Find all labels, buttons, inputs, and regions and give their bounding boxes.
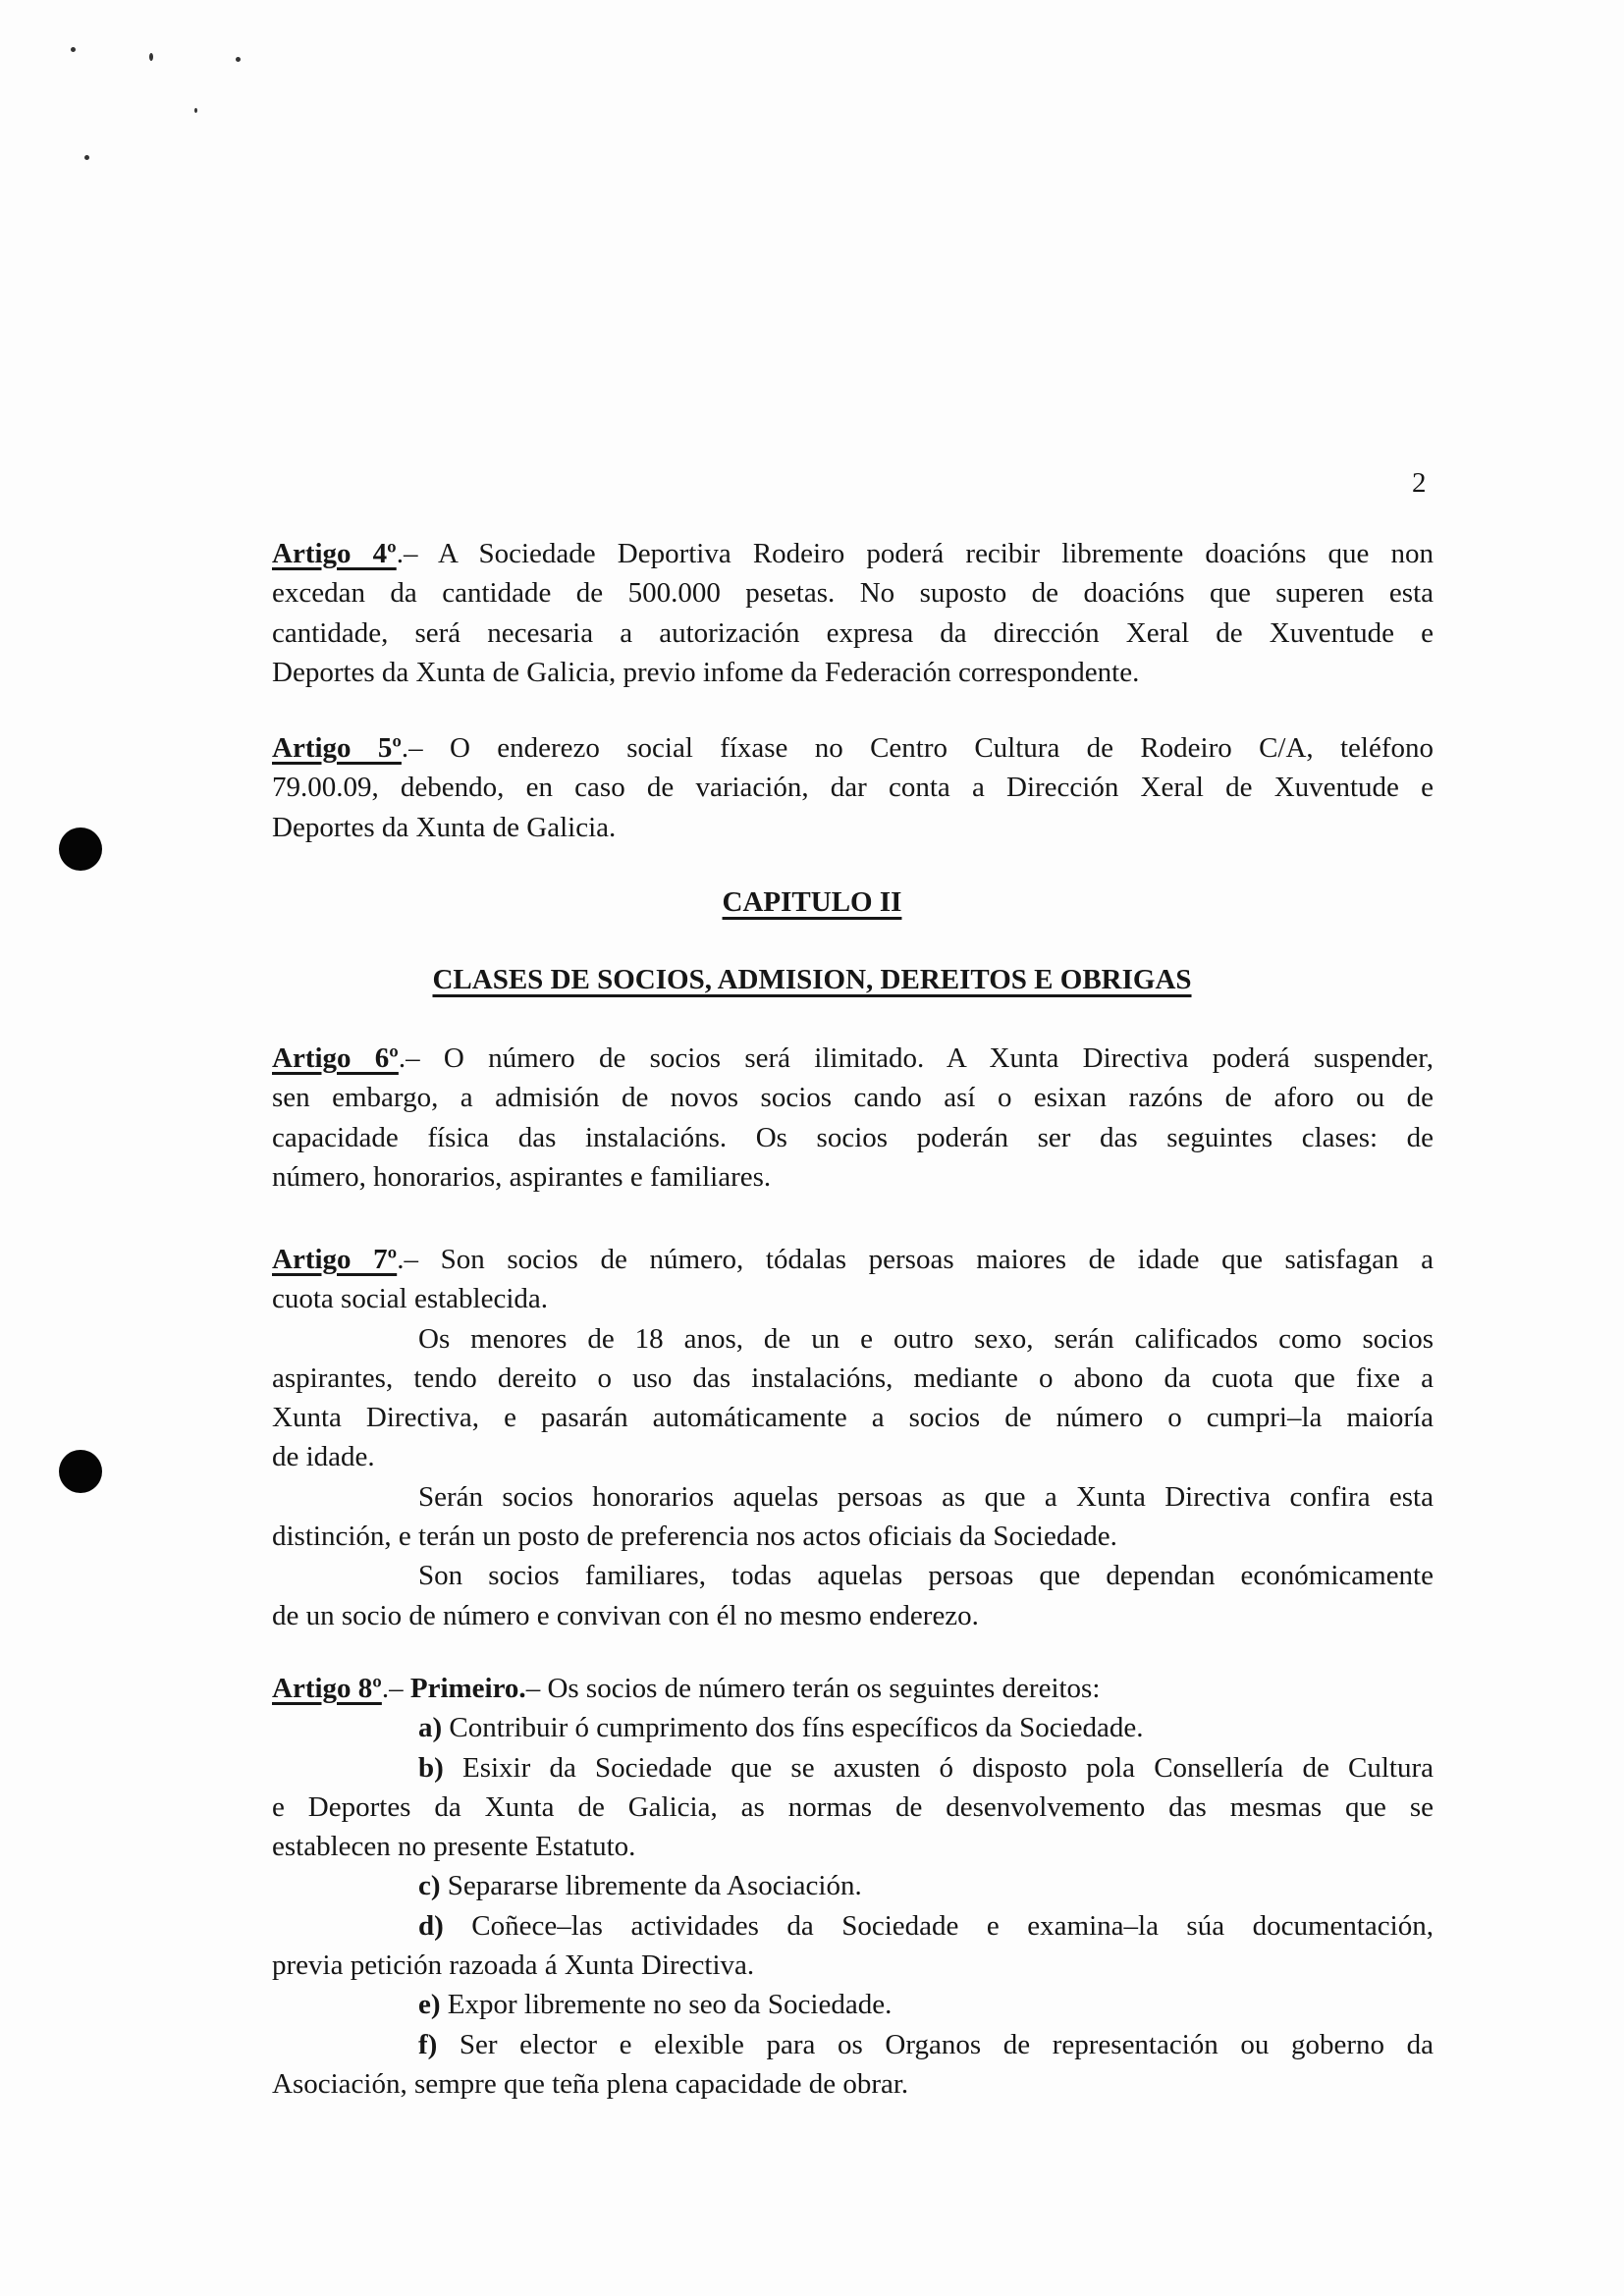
text-line bbox=[272, 1118, 1434, 1157]
item-marker: Primeiro. bbox=[409, 1673, 526, 1704]
text-line bbox=[272, 1748, 1434, 1788]
article-separator: .– bbox=[401, 732, 450, 764]
line-text: Deportes da Xunta de Galicia. bbox=[272, 811, 617, 843]
text-line bbox=[272, 653, 1434, 692]
text-line bbox=[272, 1240, 1434, 1279]
line-text: Serán socios honorarios aquelas persoas as que a Xunta Directiva confira esta bbox=[418, 1480, 1434, 1513]
item-marker: b) bbox=[418, 1751, 444, 1784]
page-number: 2 bbox=[1412, 467, 1427, 499]
item-marker: f) bbox=[418, 2028, 438, 2060]
line-text: excedan da cantidade de 500.000 pesetas. No suposto de doacións que superen esta bbox=[272, 577, 1434, 610]
text-line bbox=[272, 1398, 1434, 1437]
text-line bbox=[272, 1039, 1434, 1078]
text-line bbox=[272, 1517, 1434, 1556]
text-line bbox=[272, 1359, 1434, 1398]
scan-speck bbox=[194, 108, 197, 113]
line-text: Deportes da Xunta de Galicia, previo infome da Federación correspondente. bbox=[272, 656, 1140, 688]
article-label: Artigo 7º bbox=[272, 1244, 398, 1275]
text-line bbox=[272, 1279, 1434, 1318]
text-line bbox=[272, 808, 1434, 847]
line-text: Asociación, sempre que teña plena capacidade de obrar. bbox=[272, 2067, 909, 2100]
text-line bbox=[272, 728, 1434, 768]
text-line bbox=[272, 1946, 1434, 1985]
text-line bbox=[272, 573, 1434, 613]
line-text: Son socios familiares, todas aquelas persoas que dependan económicamente bbox=[418, 1560, 1434, 1592]
line-text: Xunta Directiva, e pasarán automáticamente a socios de número o cumpri–la maioría bbox=[272, 1402, 1434, 1434]
line-text: Expor libremente no seo da Sociedade. bbox=[440, 1989, 893, 2021]
chapter-title: CLASES DE SOCIOS, ADMISION, DEREITOS E OBRIGAS bbox=[432, 964, 1192, 995]
line-text: capacidade física das instalacións. Os socios poderán ser das seguintes clases: de bbox=[272, 1121, 1434, 1153]
article-separator: .– bbox=[398, 1042, 444, 1074]
scan-speck bbox=[71, 47, 76, 52]
line-text: aspirantes, tendo dereito o uso das instalacións, mediante o abono da cuota que fixe a bbox=[272, 1362, 1434, 1394]
text-line bbox=[272, 768, 1434, 807]
text-line bbox=[272, 1596, 1434, 1635]
scan-speck bbox=[84, 155, 89, 160]
line-text: número, honorarios, aspirantes e familiares. bbox=[272, 1160, 772, 1193]
item-marker: d) bbox=[418, 1909, 444, 1942]
line-text: e Deportes da Xunta de Galicia, as normas de desenvolvemento das mesmas que se bbox=[272, 1790, 1434, 1823]
scan-speck bbox=[236, 57, 241, 62]
line-text: Esixir da Sociedade que se axusten ó disposto pola Consellería de Cultura bbox=[443, 1751, 1434, 1784]
article-label: Artigo 5º bbox=[272, 732, 402, 764]
line-text: de idade. bbox=[272, 1441, 375, 1473]
line-text: cuota social establecida. bbox=[272, 1283, 549, 1315]
text-line bbox=[272, 2025, 1434, 2064]
text-line bbox=[272, 534, 1434, 573]
article-separator: .– bbox=[381, 1673, 410, 1704]
article-separator: .– bbox=[396, 538, 439, 569]
article-5 bbox=[272, 728, 1434, 847]
line-text: O enderezo social fíxase no Centro Cultura de Rodeiro C/A, teléfono bbox=[450, 732, 1434, 764]
text-line bbox=[272, 1669, 1434, 1708]
line-text: de un socio de número e convivan con él no mesmo enderezo. bbox=[272, 1599, 979, 1631]
article-6 bbox=[272, 1039, 1434, 1197]
scan-speck bbox=[149, 53, 153, 61]
item-marker: e) bbox=[418, 1989, 441, 2021]
line-text: – Os socios de número terán os seguintes dereitos: bbox=[525, 1673, 1101, 1704]
line-text: A Sociedade Deportiva Rodeiro poderá recibir libremente doacións que non bbox=[438, 538, 1435, 569]
item-marker: a) bbox=[418, 1712, 443, 1744]
line-text: cantidade, será necesaria a autorización expresa da dirección Xeral de Xuventude e bbox=[272, 616, 1434, 649]
text-line bbox=[272, 1866, 1434, 1905]
chapter-heading: CAPITULO II bbox=[722, 886, 902, 918]
article-separator: .– bbox=[397, 1244, 441, 1275]
text-line bbox=[272, 1556, 1434, 1595]
text-line bbox=[272, 1437, 1434, 1476]
article-label: Artigo 4º bbox=[272, 538, 397, 569]
line-text: establecen no presente Estatuto. bbox=[272, 1831, 636, 1863]
line-text: previa petición razoada á Xunta Directiva. bbox=[272, 1949, 755, 1982]
line-text: distinción, e terán un posto de preferencia nos actos oficiais da Sociedade. bbox=[272, 1521, 1117, 1553]
line-text: Coñece–las actividades da Sociedade e examina–la súa documentación, bbox=[443, 1909, 1434, 1942]
text-line bbox=[272, 614, 1434, 653]
text-line bbox=[272, 1788, 1434, 1827]
article-8 bbox=[272, 1669, 1434, 2104]
line-text: Separarse libremente da Asociación. bbox=[440, 1870, 862, 1902]
text-line bbox=[272, 1157, 1434, 1197]
line-text: Son socios de número, tódalas persoas maiores de idade que satisfagan a bbox=[440, 1244, 1434, 1275]
article-4 bbox=[272, 534, 1434, 692]
article-7 bbox=[272, 1240, 1434, 1635]
line-text: Contribuir ó cumprimento dos fíns específicos da Sociedade. bbox=[442, 1712, 1144, 1744]
article-label: Artigo 6º bbox=[272, 1042, 399, 1074]
line-text: sen embargo, a admisión de novos socios cando así o esixan razóns de aforo ou de bbox=[272, 1082, 1434, 1114]
text-line bbox=[272, 1827, 1434, 1866]
punch-hole bbox=[59, 828, 102, 871]
line-text: Os menores de 18 anos, de un e outro sexo, serán calificados como socios bbox=[418, 1322, 1434, 1355]
text-line bbox=[272, 1319, 1434, 1359]
line-text: Ser elector e elexible para os Organos de representación ou goberno da bbox=[437, 2028, 1434, 2060]
text-line bbox=[272, 1477, 1434, 1517]
line-text: 79.00.09, debendo, en caso de variación, dar conta a Dirección Xeral de Xuventude e bbox=[272, 772, 1434, 804]
article-label: Artigo 8º bbox=[272, 1673, 382, 1704]
text-line bbox=[272, 1985, 1434, 2024]
punch-hole bbox=[59, 1450, 102, 1493]
text-line bbox=[272, 1708, 1434, 1747]
text-line bbox=[272, 2064, 1434, 2104]
text-line bbox=[272, 1906, 1434, 1946]
line-text: O número de socios será ilimitado. A Xunta Directiva poderá suspender, bbox=[443, 1042, 1435, 1074]
item-marker: c) bbox=[418, 1870, 441, 1902]
text-line bbox=[272, 1078, 1434, 1117]
